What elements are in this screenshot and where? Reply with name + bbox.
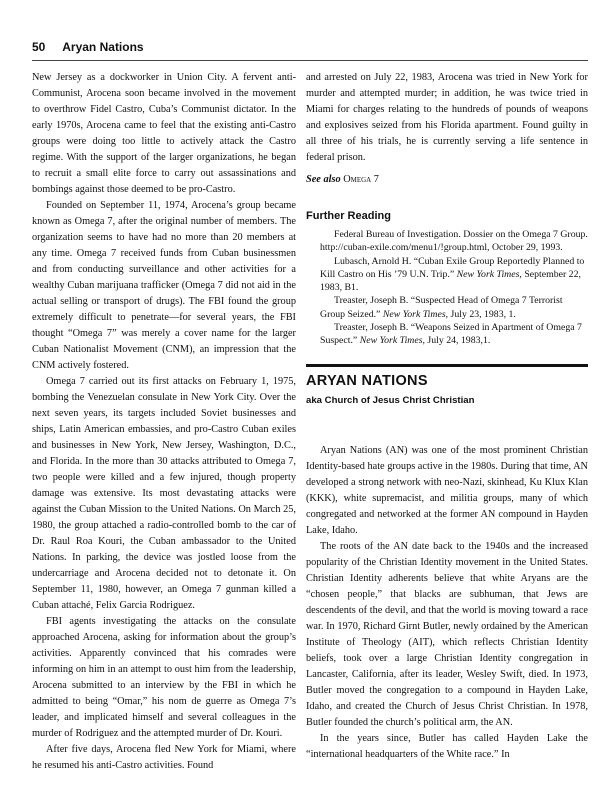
see-also	[306, 172, 588, 188]
right-column	[306, 70, 588, 763]
paragraph: After five days, Arocena fled New York for Miami, where he resumed his anti-Castro activities. Found	[32, 744, 296, 771]
reference-item	[306, 294, 588, 321]
header-rule	[32, 60, 588, 61]
reference-text: Federal Bureau of Investigation. Dossier on the Omega 7 Group. http://cuban-exile.com/menu1/!group.html, October 29, 1993.	[320, 229, 588, 254]
running-header	[32, 40, 588, 58]
entry-title: ARYAN NATIONS	[306, 372, 428, 389]
see-also-label: See also	[306, 174, 341, 185]
reference-item	[306, 255, 588, 295]
paragraph: The roots of the AN date back to the 1940s and the increased popularity of the Christian Identity movement in the United States. Christian Identity adherents believe that white Aryans are the “chosen people,” that blacks are subhuman, that Jews are descendents of the devil, and that the world is moving toward a race war. In 1970, Richard Girnt Butler, newly ordained by the American Institute of Theology (AIT), which reflects Christian Identity beliefs, took over a large Christian Identity congregation in Lancaster, California, after its leader, Wesley Swift, died. In 1973, Butler moved the congregation to a compound in Hayden Lake, Idaho, and created the Church of Jesus Christ Christian. In 1978, Butler founded the church’s political arm, the AN.	[306, 540, 588, 728]
entry-aka: aka Church of Jesus Christ Christian	[306, 394, 475, 406]
see-also-link[interactable]: Omega 7	[343, 174, 379, 185]
reference-date: , September 22, 1983, B1.	[320, 268, 581, 294]
paragraph: and arrested on July 22, 1983, Arocena was tried in New York for murder and attempted murder; in addition, he was twice tried in Miami for charges relating to the hundreds of pounds of weapons and explosives seized from his Florida apartment. Found guilty in all three of his trials, he is currently serving a life sentence in federal prison.	[306, 72, 588, 163]
reference-text: Treaster, Joseph B. “Weapons Seized in Apartment of Omega 7 Suspect.”	[320, 322, 582, 347]
section-rule	[306, 364, 588, 367]
reference-text: Lubasch, Arnold H. “Cuban Exile Group Reportedly Planned to Kill Castro on His ’79 U.N. Trip.”	[320, 255, 585, 280]
left-column	[32, 70, 296, 774]
paragraph: Aryan Nations (AN) was one of the most prominent Christian Identity-based hate groups active in the 1980s. During that time, AN developed a strong network with neo-Nazi, skinhead, Ku Klux Klan (KKK), white supremacist, and militia groups, many of which congregated and networked at the former AN compound in Hayden Lake, Idaho.	[306, 444, 588, 536]
paragraph: Founded on September 11, 1974, Arocena’s group became known as Omega 7, after the original number of members. The organization seems to have had no more than 20 members at any time. Omega 7 received funds from Cuban businessmen and from conducting surveillance and other activities for a wealthy Cuban marijuana trafficker (Omega 7 did not aid in the actual selling or transport of drugs). The FBI found the group extremely difficult to penetrate—for several years, the FBI thought “Omega 7” was merely a cover name for the larger Cuban Nationalist Movement (CNM), an impression that the CNM actively fostered.	[32, 200, 296, 371]
reference-date: , July 24, 1983,1.	[422, 335, 491, 347]
paragraph: New Jersey as a dockworker in Union City. A fervent anti-Communist, Arocena soon became involved in the movement to overthrow Fidel Castro, Cuba’s Communist dictator. In the early 1970s, Arocena came to feel that the existing anti-Castro groups were doing too little to actively attack the Castro regime. With the support of the larger organizations, he began to recruit a small elite force to carry out assassinations and bombings against those deemed to be pro-Castro.	[32, 72, 296, 195]
reference-date: , July 23, 1983, 1.	[445, 308, 516, 320]
reference-source: New York Times	[382, 308, 446, 320]
reference-text: Treaster, Joseph B. “Suspected Head of Omega 7 Terrorist Group Seized.”	[320, 295, 563, 320]
paragraph: Omega 7 carried out its first attacks on February 1, 1975, bombing the Venezuelan consulate in New York City. Over the next seven years, its targets included Soviet businesses and ships, Latin American embassies, and pro-Castro Cuban exiles and businesses in New York, New Jersey, Washington, D.C., and Florida. In the more than 30 attacks attributed to Omega 7, two people were killed and a few injured, though property damage was extensive. Its most devastating attacks were against the Cuban Mission to the United Nations. On March 25, 1980, the group attached a radio-controlled bomb to the car of Dr. Raul Roa Kouri, the Cuban ambassador to the United Nations. In parking, the device was jostled loose from the undercarriage and Arocena decided not to detonate it. On September 11, 1980, however, an Omega 7 gunman killed a Cuban attaché, Felix Garcia Rodriguez.	[32, 376, 296, 611]
reference-item	[306, 321, 588, 348]
paragraph: In the years since, Butler has called Hayden Lake the “international headquarters of the White race.” In	[306, 732, 588, 760]
paragraph: FBI agents investigating the attacks on the consulate approached Arocena, asking for information about the group’s activities. Apparently convinced that his comrades were informing on him in an attempt to oust him from the leadership, Arocena submitted to an interview by the FBI in which he admitted to being “Omar,” his nom de guerre as Omega 7’s leader, and implicated himself and several colleagues in the murder of Rodriguez and the attempted murder of Dr. Kouri.	[32, 616, 296, 739]
running-title: Aryan Nations	[62, 40, 144, 54]
reference-source: New York Times	[456, 268, 520, 280]
page-number: 50	[32, 40, 46, 54]
reference-item	[306, 228, 588, 255]
further-reading-heading: Further Reading	[306, 210, 391, 222]
reference-source: New York Times	[359, 335, 423, 347]
